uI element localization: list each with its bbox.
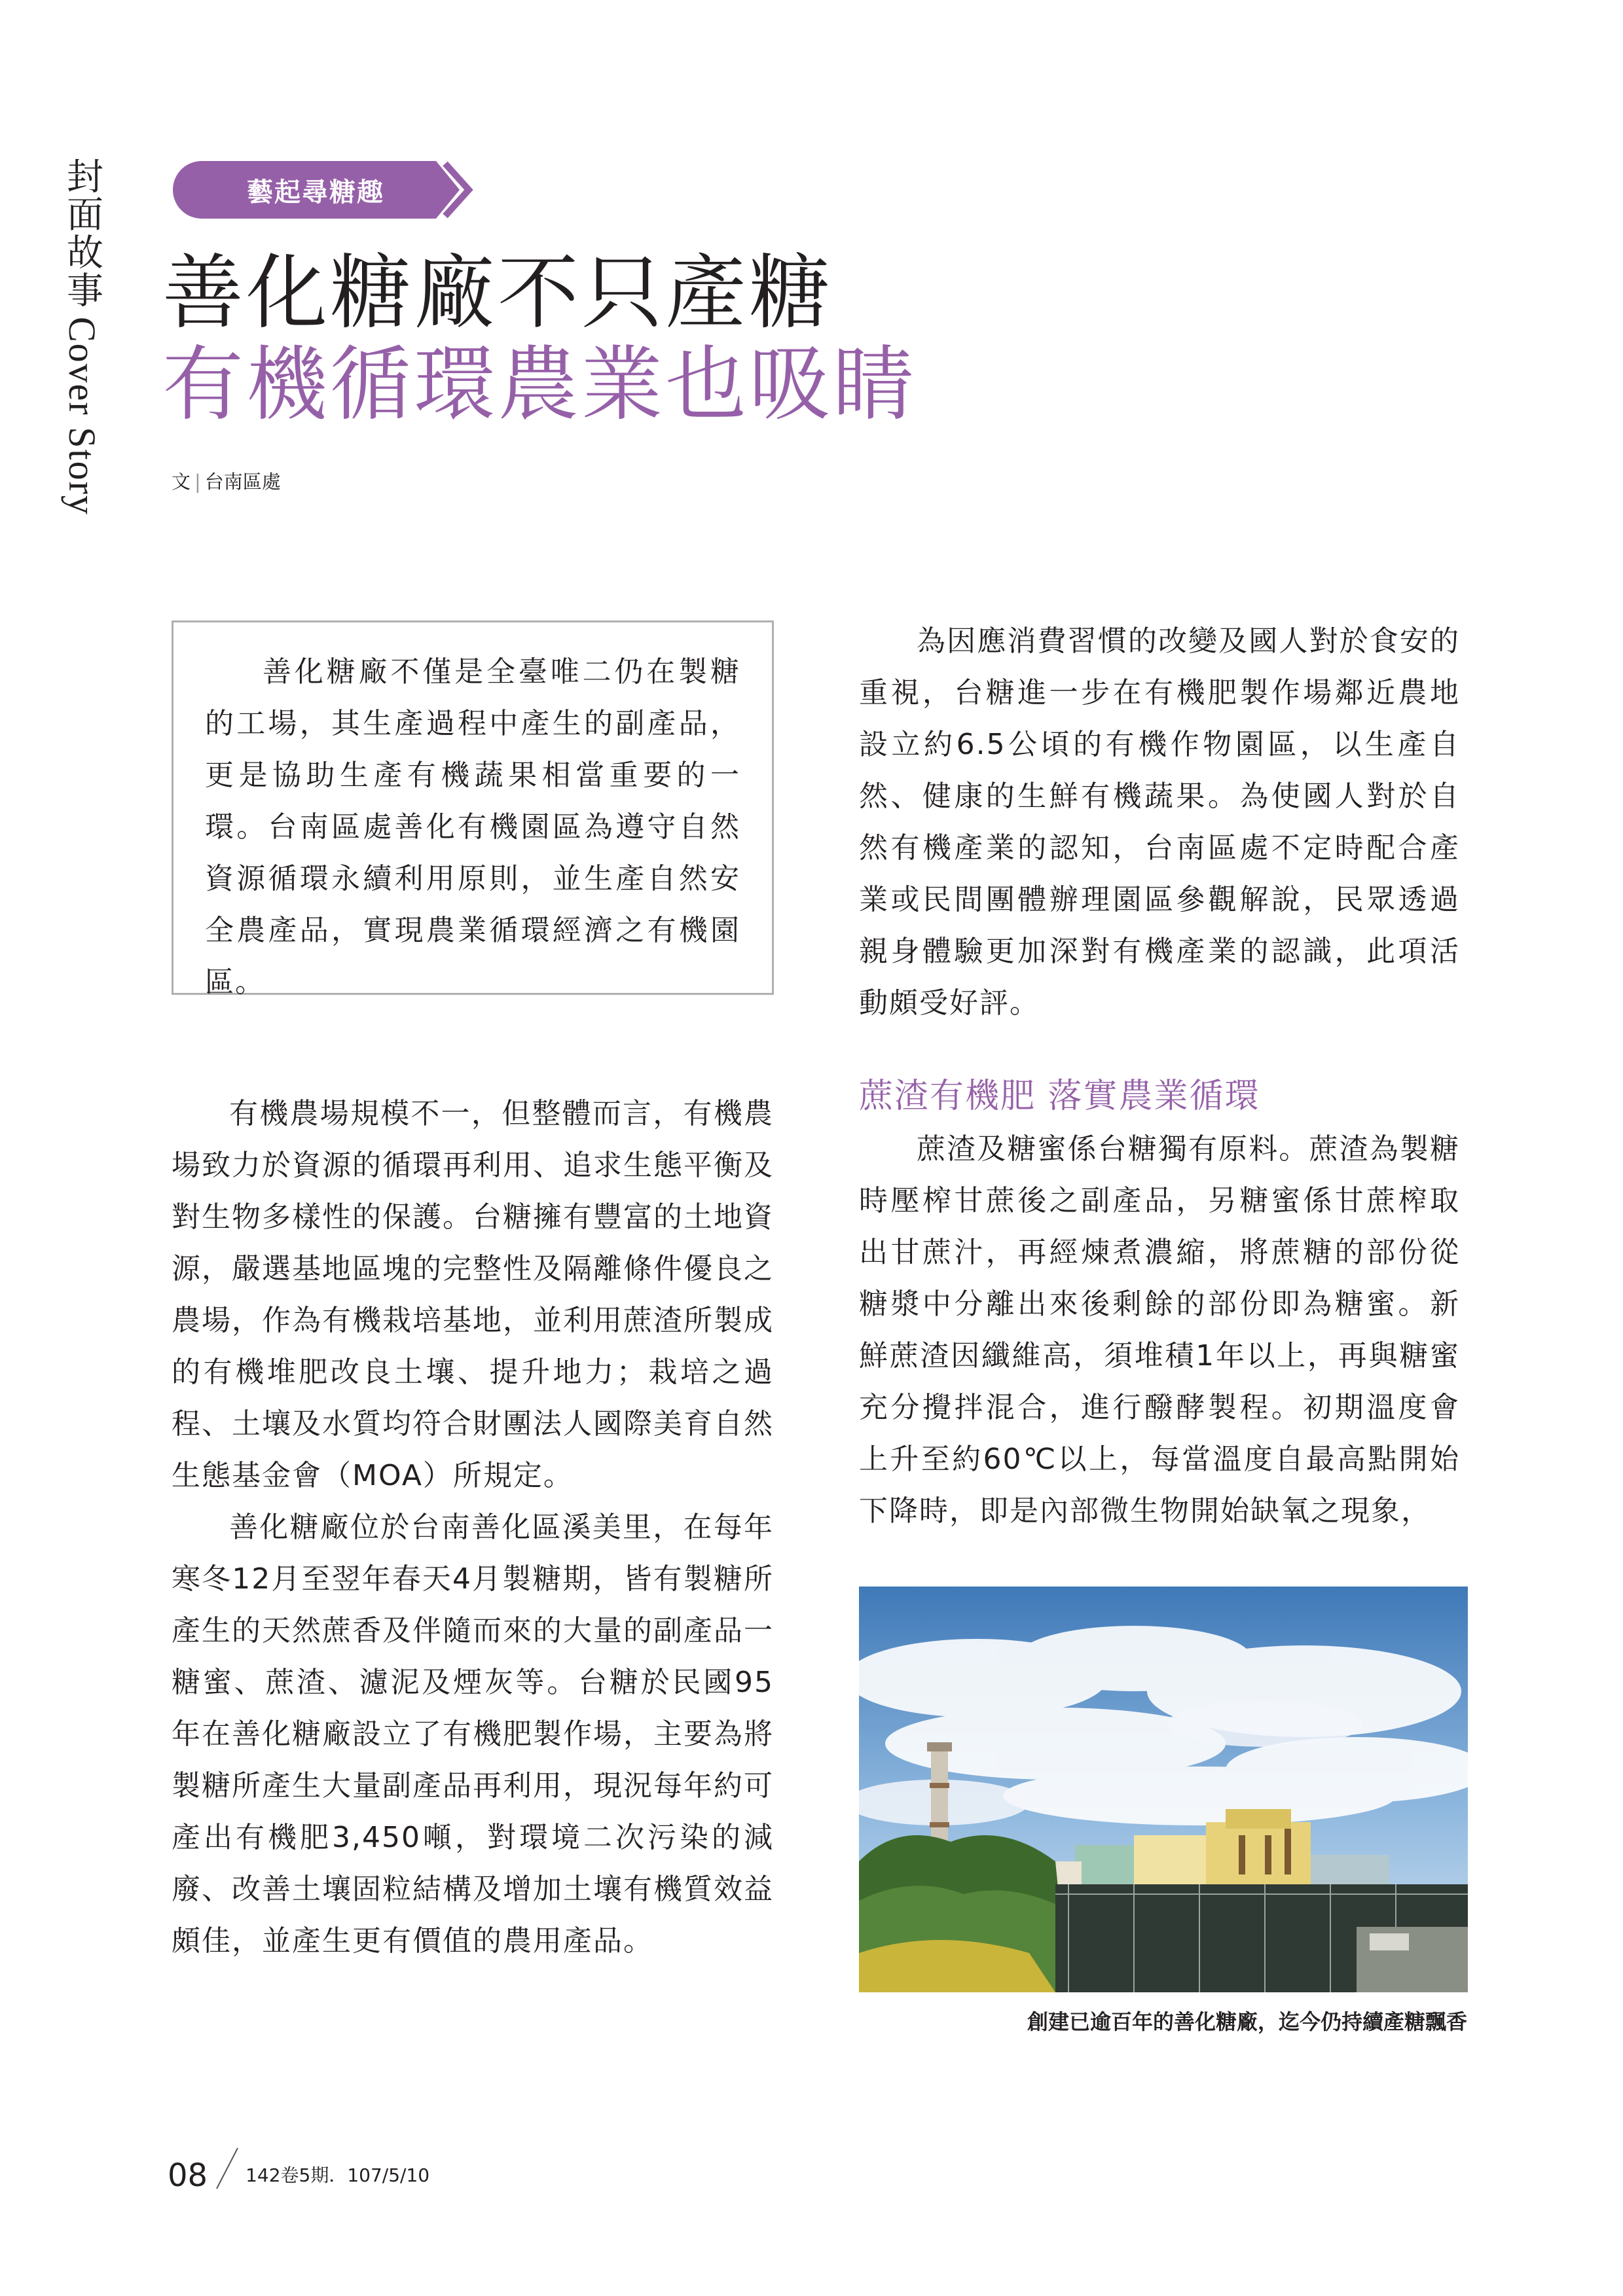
factory-illustration — [859, 1587, 1468, 1992]
title-line-2: 有機循環農業也吸睛 — [162, 338, 917, 432]
byline-prefix: 文 — [172, 471, 191, 493]
body-paragraph-1: 有機農場規模不一，但整體而言，有機農場致力於資源的循環再利用、追求生態平衡及對生物多樣性的保護。台糖擁有豐富的土地資源，嚴選基地區塊的完整性及隔離條件優良之農場，作為有機栽培基地，並利用蔗渣所製成的有機堆肥改良土壤、提升地力；栽培之過程、土壤及水質均符合財團法人國際美育自然生態基金會（MOA）所規定。 — [172, 1097, 774, 1492]
intro-paragraph: 善化糖廠不僅是全臺唯二仍在製糖的工場，其生產過程中產生的副產品，更是協助生產有機蔬果相當重要的一環。台南區處善化有機園區為遵守自然資源循環永續利用原則，並生產自然安全農產品，實現農業循環經濟之有機園區。 — [205, 655, 740, 999]
body-paragraph-2: 善化糖廠位於台南善化區溪美里，在每年寒冬12月至翌年春天4月製糖期，皆有製糖所產生的天然蔗香及伴隨而來的大量的副產品一糖蜜、蔗渣、濾泥及煙灰等。台糖於民國95年在善化糖廠設立了有機肥製作場，主要為將製糖所產生大量副產品再利用，現況每年約可產出有機肥3,450噸，對環境二次污染的減廢、改善土壤固粒結構及增加土壤有機質效益頗佳，並產生更有價值的農用產品。 — [172, 1511, 774, 1958]
section-label-cn: 封面故事 — [61, 157, 103, 309]
title-line-1: 善化糖廠不只產糖 — [162, 246, 833, 340]
footer-slash-icon — [214, 2145, 240, 2191]
footer — [168, 2142, 429, 2194]
intro-box — [172, 620, 774, 999]
photo-caption: 創建已逾百年的善化糖廠，迄今仍持續產糖飄香 — [1027, 2009, 1467, 2034]
body-paragraph-4: 蔗渣及糖蜜係台糖獨有原料。蔗渣為製糖時壓榨甘蔗後之副產品，另糖蜜係甘蔗榨取出甘蔗汁，再經煉煮濃縮，將蔗糖的部份從糖漿中分離出來後剩餘的部份即為糖蜜。新鮮蔗渣因纖維高，須堆積1年以上，再與糖蜜充分攪拌混合，進行醱酵製程。初期溫度會上升至約60℃以上，每當溫度自最高點開始下降時，即是內部微生物開始缺氧之現象， — [859, 1132, 1460, 1528]
right-column-mid — [859, 1123, 1460, 1537]
issue-info: 142卷5期．107/5/10 — [246, 2164, 430, 2186]
section-tab — [172, 160, 491, 220]
section-label — [63, 157, 101, 516]
left-column — [172, 1088, 774, 1967]
byline — [172, 467, 281, 494]
tab-label: 藝起尋糖趣 — [247, 177, 384, 207]
section-label-en: Cover Story — [61, 317, 103, 516]
page-number: 08 — [168, 2157, 208, 2194]
subheading: 蔗渣有機肥 落實農業循環 — [859, 1077, 1260, 1116]
right-column-top — [859, 615, 1460, 1029]
body-paragraph-3: 為因應消費習慣的改變及國人對於食安的重視，台糖進一步在有機肥製作場鄰近農地設立約6.5公頃的有機作物園區，以生產自然、健康的生鮮有機蔬果。為使國人對於自然有機產業的認知，台南區處不定時配合產業或民間團體辦理園區參觀解說，民眾透過親身體驗更加深對有機產業的認識，此項活動頗受好評。 — [859, 624, 1460, 1020]
sugar-factory-photo — [859, 1587, 1468, 1992]
byline-separator: | — [194, 471, 201, 493]
byline-author: 台南區處 — [204, 471, 281, 493]
